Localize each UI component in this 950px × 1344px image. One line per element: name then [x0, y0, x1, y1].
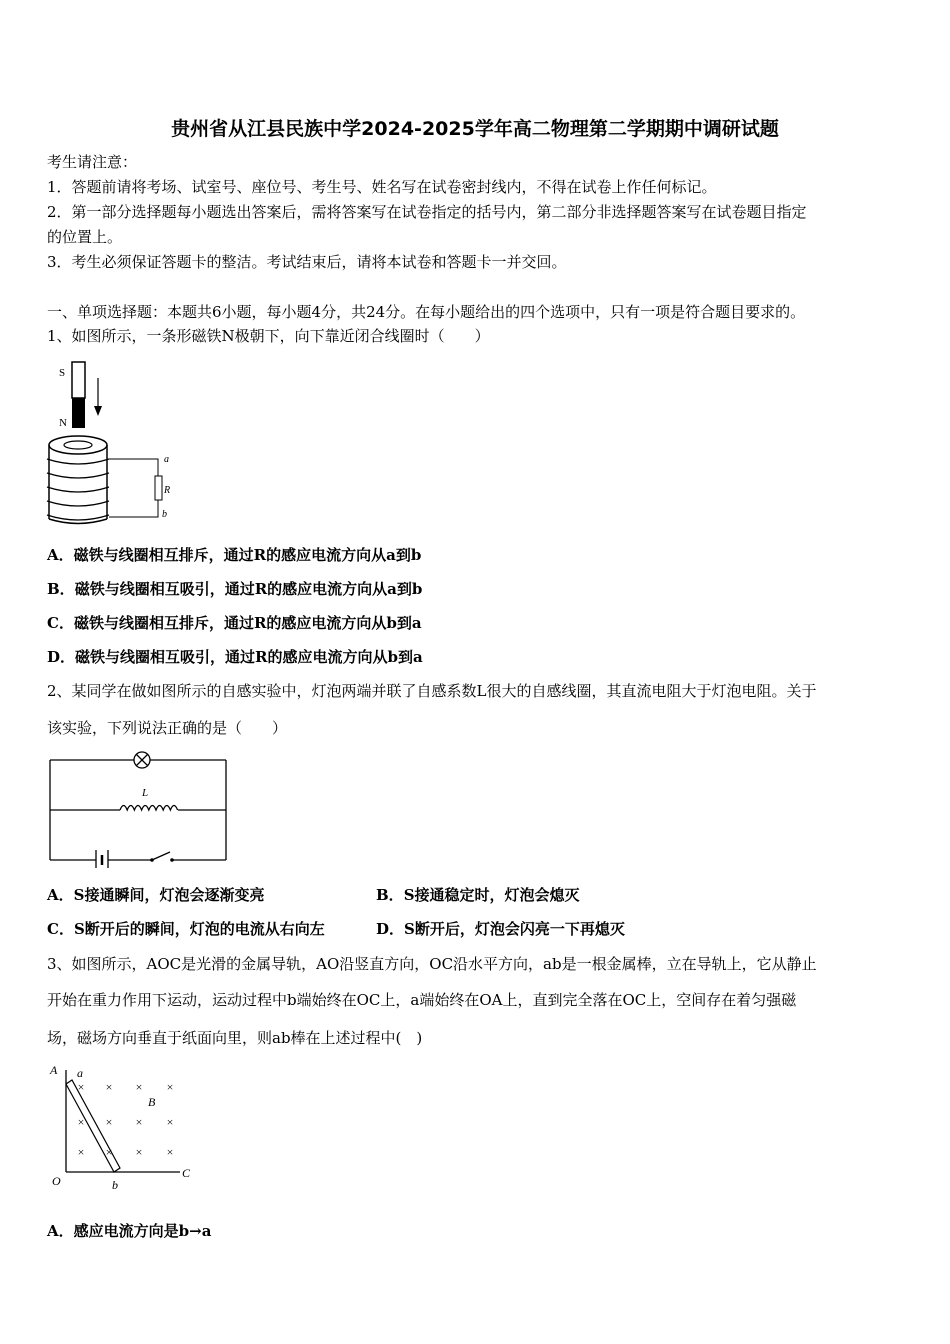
label-a: a — [77, 1066, 83, 1080]
q2-figure — [46, 748, 232, 868]
section-heading: 一、单项选择题：本题共6小题，每小题4分，共24分。在每小题给出的四个选项中，只有一项是符合题目要求的。 — [47, 303, 806, 321]
q3-option-a[interactable]: A．感应电流方向是b→a — [47, 1222, 212, 1240]
svg-text:×: × — [105, 1145, 113, 1159]
label-O: O — [52, 1174, 61, 1188]
svg-text:×: × — [77, 1115, 85, 1129]
svg-text:×: × — [135, 1080, 143, 1094]
q3-stem: 场，磁场方向垂直于纸面向里，则ab棒在上述过程中( ) — [47, 1029, 423, 1047]
label-L: L — [142, 787, 149, 799]
q1-stem: 1、如图所示，一条形磁铁N极朝下，向下靠近闭合线圈时（ ） — [47, 327, 490, 345]
q2-stem: 2、某同学在做如图所示的自感实验中，灯泡两端并联了自感系数L很大的自感线圈，其直流电阻大于灯泡电阻。关于 — [47, 682, 817, 700]
notice-item: 3．考生必须保证答题卡的整洁。考试结束后，请将本试卷和答题卡一并交回。 — [47, 253, 567, 271]
q2-option-b[interactable]: B．S接通稳定时，灯泡会熄灭 — [376, 886, 580, 904]
magnet-n-half — [72, 398, 85, 428]
switch-contact — [170, 858, 174, 862]
q1-option-c[interactable]: C．磁铁与线圈相互排斥，通过R的感应电流方向从b到a — [47, 614, 422, 632]
wire-a — [109, 459, 158, 476]
q1-option-a[interactable]: A．磁铁与线圈相互排斥，通过R的感应电流方向从a到b — [47, 546, 422, 564]
magnet-s-half — [72, 362, 85, 398]
label-B: B — [148, 1095, 156, 1109]
switch-S — [152, 852, 170, 860]
q3-stem: 开始在重力作用下运动，运动过程中b端始终在OC上，a端始终在OA上，直到完全落在OC上，空间存在着匀强磁 — [47, 991, 797, 1009]
svg-text:×: × — [135, 1115, 143, 1129]
wire-b — [109, 500, 158, 517]
notice-item: 1．答题前请将考场、试室号、座位号、考生号、姓名写在试卷密封线内，不得在试卷上作任何标记。 — [47, 178, 717, 196]
notice-heading: 考生请注意： — [47, 153, 138, 171]
switch-contact — [150, 858, 154, 862]
svg-text:×: × — [135, 1145, 143, 1159]
q2-stem: 该实验，下列说法正确的是（ ） — [47, 719, 288, 737]
label-b: b — [162, 509, 167, 520]
label-S: S — [59, 367, 66, 379]
svg-text:×: × — [77, 1080, 85, 1094]
label-C: C — [182, 1166, 191, 1180]
label-b: b — [112, 1178, 118, 1192]
notice-item: 2．第一部分选择题每小题选出答案后，需将答案写在试卷指定的括号内，第二部分非选择题答案写在试卷题目指定 — [47, 203, 807, 221]
svg-text:×: × — [105, 1080, 113, 1094]
coil-windings — [47, 459, 109, 520]
label-a: a — [164, 454, 169, 465]
label-N: N — [59, 417, 67, 429]
svg-text:×: × — [166, 1080, 174, 1094]
q1-figure — [40, 356, 190, 532]
svg-text:×: × — [166, 1145, 174, 1159]
q2-option-d[interactable]: D．S断开后，灯泡会闪亮一下再熄灭 — [376, 920, 625, 938]
q1-option-b[interactable]: B．磁铁与线圈相互吸引，通过R的感应电流方向从a到b — [47, 580, 423, 598]
label-R: R — [164, 485, 171, 496]
notice-item: 的位置上。 — [47, 228, 123, 246]
q3-stem: 3、如图所示，AOC是光滑的金属导轨，AO沿竖直方向，OC沿水平方向，ab是一根金属棒，立在导轨上，它从静止 — [47, 955, 817, 973]
coil-hole — [64, 441, 92, 449]
arrow-head — [94, 406, 102, 416]
q2-option-c[interactable]: C．S断开后的瞬间，灯泡的电流从右向左 — [47, 920, 325, 938]
page-title: 贵州省从江县民族中学2024-2025学年高二物理第二学期期中调研试题 — [171, 118, 779, 140]
q1-option-d[interactable]: D．磁铁与线圈相互吸引，通过R的感应电流方向从b到a — [47, 648, 423, 666]
svg-text:×: × — [166, 1115, 174, 1129]
q2-option-a[interactable]: A．S接通瞬间，灯泡会逐渐变亮 — [47, 886, 265, 904]
svg-text:×: × — [105, 1115, 113, 1129]
q3-figure — [44, 1058, 204, 1194]
svg-text:×: × — [77, 1145, 85, 1159]
inductor-coil — [120, 806, 178, 811]
resistor-R — [155, 476, 162, 500]
label-A: A — [50, 1063, 58, 1077]
